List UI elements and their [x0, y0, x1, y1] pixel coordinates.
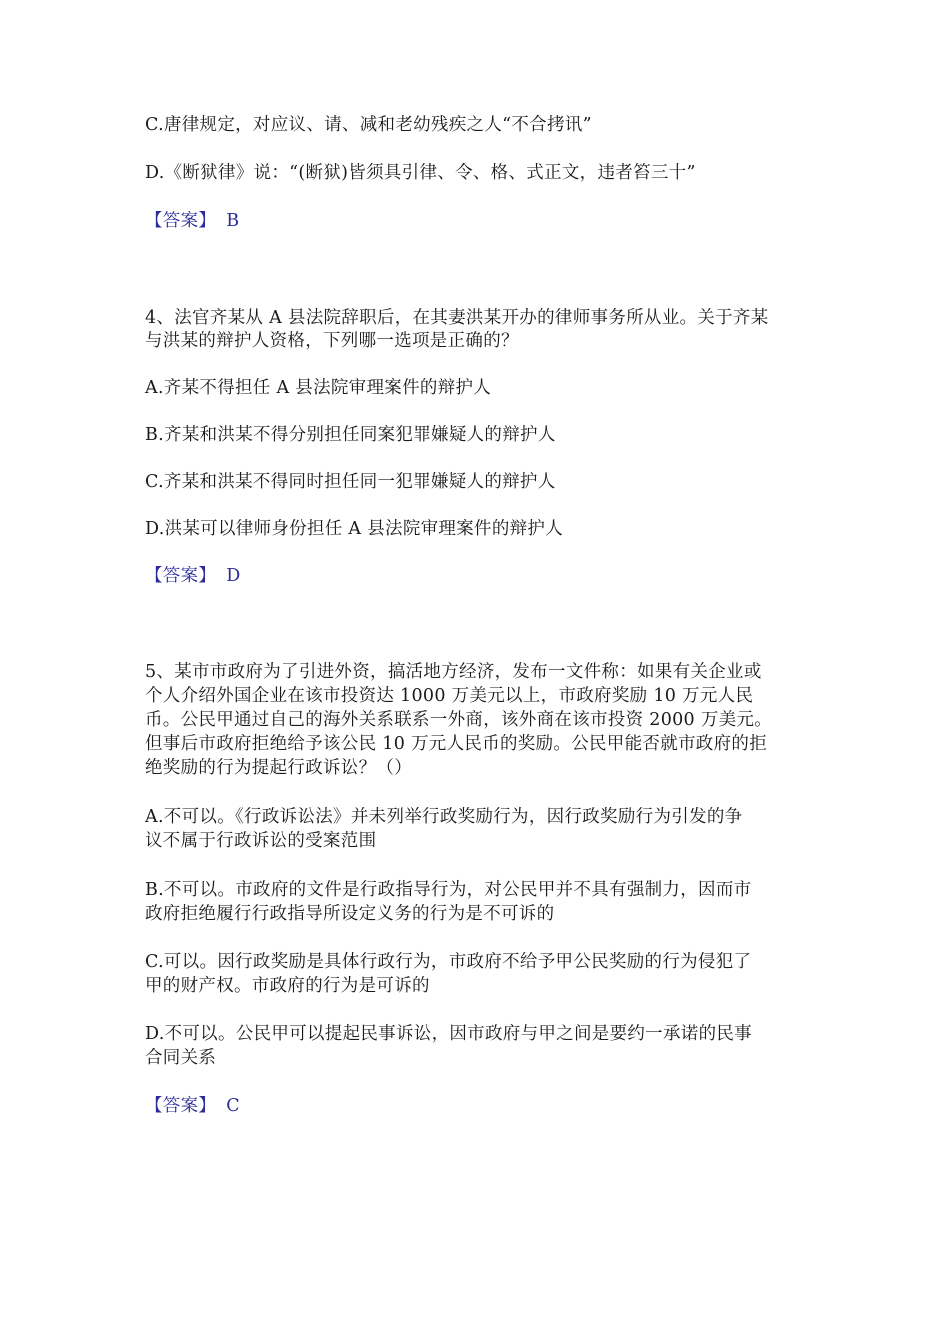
- q4-answer: [145, 564, 810, 588]
- q3-option-d: D.《断狱律》说：“(断狱)皆须具引律、令、格、式正文，违者笞三十”: [145, 163, 696, 183]
- q5-option-c-line1: C.可以。因行政奖励是具体行政行为，市政府不给予甲公民奖励的行为侵犯了: [145, 952, 752, 972]
- q5-option-a-line1: A.不可以。《行政诉讼法》并未列举行政奖励行为，因行政奖励行为引发的争: [145, 807, 743, 827]
- q4-stem-line1: 4、法官齐某从 A 县法院辞职后，在其妻洪某开办的律师事务所从业。关于齐某: [145, 308, 769, 328]
- q5-stem-line4: 但事后市政府拒绝给予该公民 10 万元人民币的奖励。公民甲能否就市政府的拒: [145, 734, 767, 754]
- q5-answer-value: C: [226, 1096, 240, 1116]
- q4-answer-value: D: [226, 566, 241, 586]
- q4-option-b: B.齐某和洪某不得分别担任同案犯罪嫌疑人的辩护人: [145, 425, 556, 445]
- q5-stem-line2: 个人介绍外国企业在该市投资达 1000 万美元以上，市政府奖励 10 万元人民: [145, 686, 754, 706]
- q5-option-d-line2: 合同关系: [145, 1048, 217, 1068]
- q5-option-d-line1: D.不可以。公民甲可以提起民事诉讼，因市政府与甲之间是要约一承诺的民事: [145, 1024, 752, 1044]
- q3-option-c: C.唐律规定，对应议、请、减和老幼残疾之人“不合拷讯”: [145, 115, 592, 135]
- q3-answer-value: B: [226, 211, 240, 231]
- q5-option-c-line2: 甲的财产权。市政府的行为是可诉的: [145, 976, 430, 996]
- q4-option-c: C.齐某和洪某不得同时担任同一犯罪嫌疑人的辩护人: [145, 472, 556, 492]
- q5-stem-line3: 币。公民甲通过自己的海外关系联系一外商，该外商在该市投资 2000 万美元。: [145, 710, 773, 730]
- q5-answer-label: 【答案】: [145, 1096, 217, 1116]
- q4-stem-line2: 与洪某的辩护人资格，下列哪一选项是正确的？: [145, 331, 519, 351]
- q4-answer-label: 【答案】: [145, 566, 217, 586]
- q5-option-b-line1: B.不可以。市政府的文件是行政指导行为，对公民甲并不具有强制力，因而市: [145, 880, 752, 900]
- q5-answer: [145, 1094, 810, 1118]
- q5-stem-line1: 5、某市市政府为了引进外资，搞活地方经济，发布一文件称：如果有关企业或: [145, 662, 762, 682]
- q4-option-d: D.洪某可以律师身份担任 A 县法院审理案件的辩护人: [145, 519, 564, 539]
- q3-answer-label: 【答案】: [145, 211, 217, 231]
- q5-option-a-line2: 议不属于行政诉讼的受案范围: [145, 831, 377, 851]
- q3-answer: [145, 209, 810, 233]
- q5-option-b-line2: 政府拒绝履行行政指导所设定义务的行为是不可诉的: [145, 904, 555, 924]
- q4-option-a: A.齐某不得担任 A 县法院审理案件的辩护人: [145, 378, 492, 398]
- q5-stem-line5: 绝奖励的行为提起行政诉讼？（）: [145, 758, 412, 778]
